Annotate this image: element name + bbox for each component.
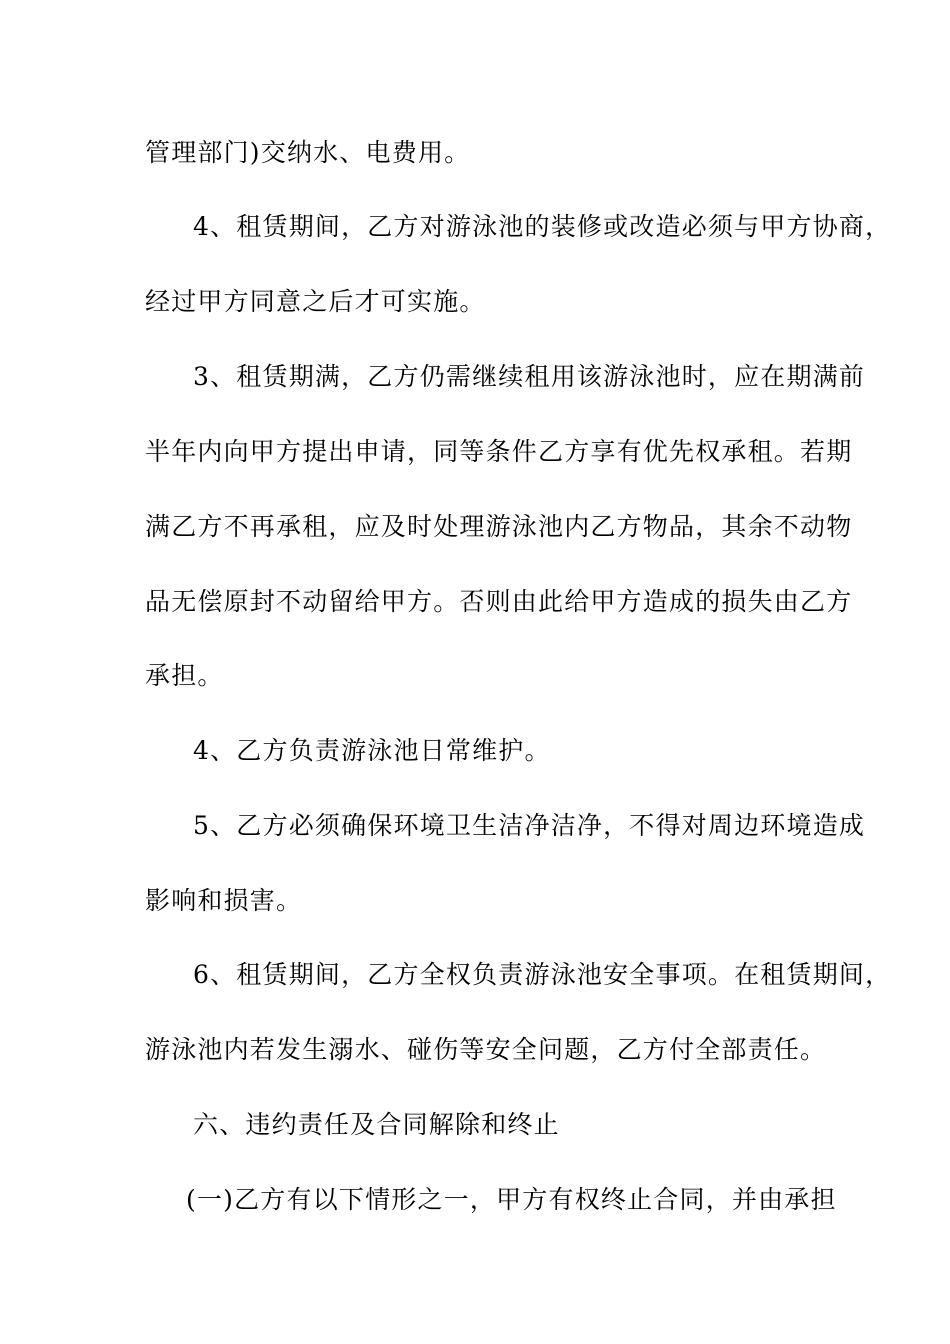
- text-line-8: 承担。: [145, 661, 224, 690]
- text-line-12: 6、租赁期间，乙方全权负责游泳池安全事项。在租赁期间，: [193, 960, 892, 989]
- text-line-11: 影响和损害。: [145, 886, 303, 915]
- text-line-6: 满乙方不再承租，应及时处理游泳池内乙方物品，其余不动物: [145, 512, 853, 541]
- text-line-1: 管理部门)交纳水、电费用。: [145, 138, 471, 167]
- text-line-10: 5、乙方必须确保环境卫生洁净洁净，不得对周边环境造成: [193, 811, 866, 840]
- text-line-13: 游泳池内若发生溺水、碰伤等安全问题，乙方付全部责任。: [145, 1035, 827, 1064]
- text-line-15: (一)乙方有以下情形之一，甲方有权终止合同，并由承担: [186, 1185, 837, 1214]
- text-line-7: 品无偿原封不动留给甲方。否则由此给甲方造成的损失由乙方: [145, 587, 853, 616]
- text-line-9: 4、乙方负责游泳池日常维护。: [193, 736, 551, 765]
- text-line-5: 半年内向甲方提出申请，同等条件乙方享有优先权承租。若期: [145, 437, 853, 466]
- section-heading: 六、违约责任及合同解除和终止: [193, 1110, 560, 1139]
- text-line-2: 4、租赁期间，乙方对游泳池的装修或改造必须与甲方协商，: [193, 212, 892, 241]
- text-line-4: 3、租赁期满，乙方仍需继续租用该游泳池时，应在期满前: [193, 362, 866, 391]
- text-line-3: 经过甲方同意之后才可实施。: [145, 287, 486, 316]
